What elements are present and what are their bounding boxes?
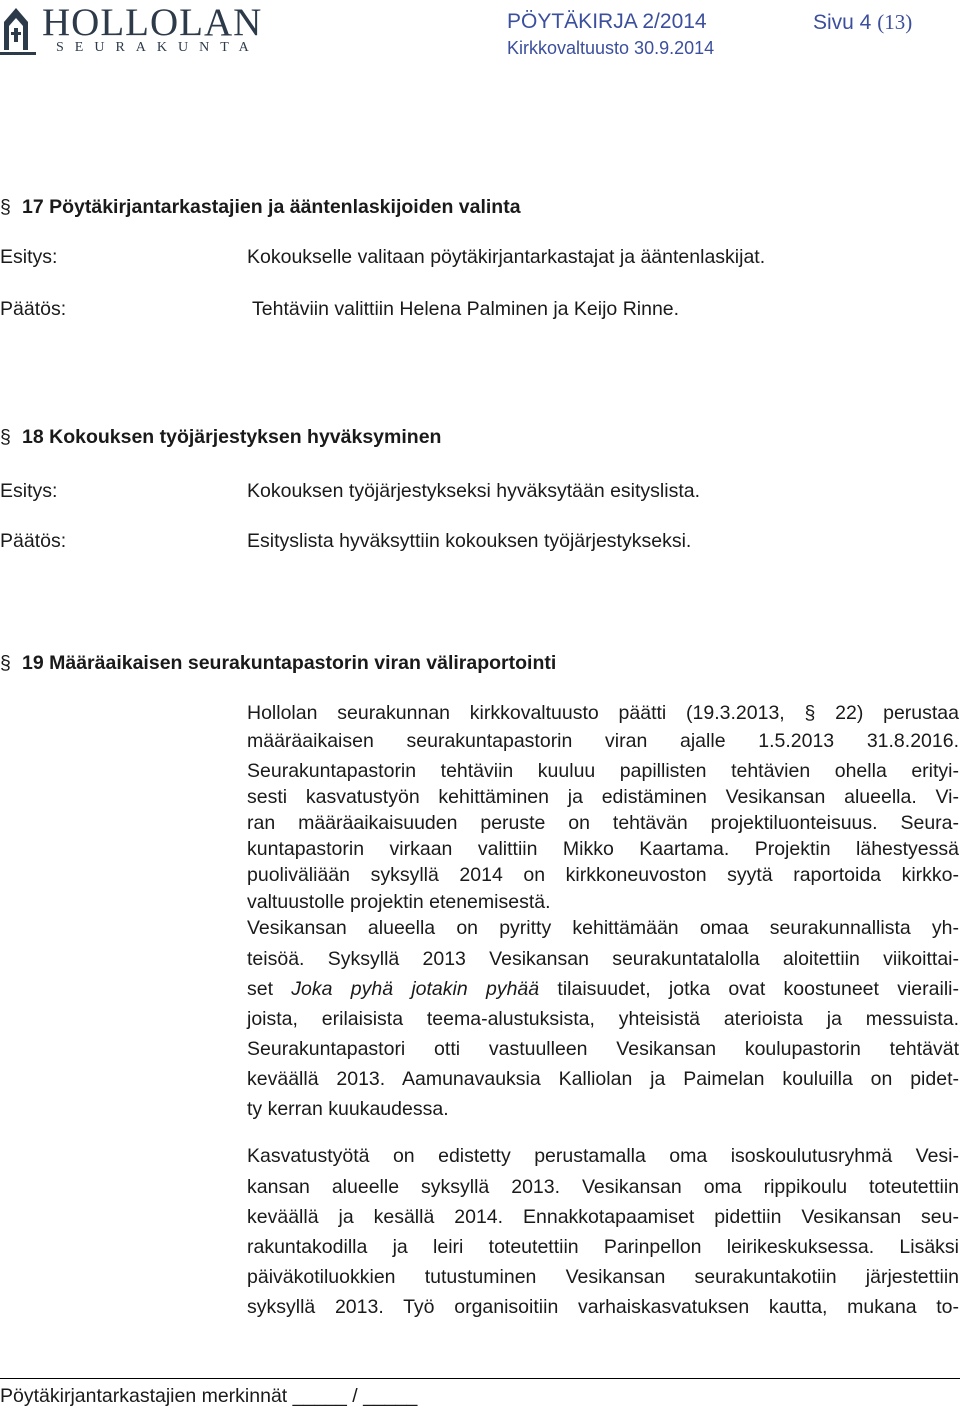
decision-label: Päätös:	[0, 530, 67, 552]
text-line: ty kerran kuukaudessa.	[247, 1098, 449, 1120]
report-paragraph-1	[247, 702, 959, 1128]
decision-text: Tehtäviin valittiin Helena Palminen ja Keijo Rinne.	[252, 298, 680, 320]
text-line: teisöä. Syksyllä 2013 Vesikansan seurakuntatalolla aloitettiin viikoittai-	[247, 948, 959, 970]
text-line: määräaikaisen seurakuntapastorin viran ajalle 1.5.2013 31.8.2016.	[247, 730, 959, 752]
page-number	[813, 10, 912, 35]
text-line: kansan alueelle syksyllä 2013. Vesikansan oma rippikoulu toteutettiin	[247, 1176, 959, 1198]
decision-text: Esityslista hyväksyttiin kokouksen työjärjestykseksi.	[247, 530, 692, 552]
section-sign-icon: §	[0, 426, 11, 448]
text-line: rakuntakodilla ja leiri toteutettiin Parinpellon leirikeskuksessa. Lisäksi	[247, 1236, 959, 1258]
proposal-label: Esitys:	[0, 480, 58, 502]
text-line: joista, erilaisista teema-alustuksista, yhteisistä aterioista ja messuista.	[247, 1008, 959, 1030]
text-line: puoliväliään syksyllä 2014 on kirkkoneuvoston syytä raportoida kirkko-	[247, 864, 959, 886]
proposal-text: Kokouksen työjärjestykseksi hyväksytään esityslista.	[247, 480, 701, 502]
section-19-title: § 19 Määräaikaisen seurakuntapastorin viran väliraportointi	[0, 652, 557, 674]
footer-divider	[0, 1378, 960, 1379]
text-line: Seurakuntapastori otti vastuulleen Vesikansan koulupastorin tehtävät	[247, 1038, 959, 1060]
text-line: Hollolan seurakunnan kirkkovaltuusto päätti (19.3.2013, § 22) perustaa	[247, 702, 959, 724]
text-line: päiväkotiluokkien tutustuminen Vesikansan seurakuntakotiin järjestettiin	[247, 1266, 959, 1288]
text-line: Vesikansan alueella on pyritty kehittämään omaa seurakunnallista yh-	[247, 917, 959, 939]
section-sign-icon: §	[0, 652, 11, 674]
page-count: (13)	[877, 10, 913, 34]
section-18-title: § 18 Kokouksen työjärjestyksen hyväksyminen	[0, 426, 442, 448]
text-line: ran määräaikaisuuden peruste on tehtävän projektiluonteisuus. Seura-	[247, 812, 959, 834]
page-label: Sivu 4	[813, 11, 872, 34]
section-sign-icon: §	[0, 196, 11, 218]
logo-name: HOLLOLAN	[42, 1, 263, 44]
proposal-text: Kokoukselle valitaan pöytäkirjantarkastajat ja ääntenlaskijat.	[247, 246, 766, 268]
text-line: syksyllä 2013. Työ organisoitiin varhaiskasvatuksen kautta, mukana to-	[247, 1296, 959, 1318]
text-line: set Joka pyhä jotakin pyhää tilaisuudet, jotka ovat koostuneet vieraili-	[247, 978, 959, 1000]
text-line: kuntapastorin virkaan valittiin Mikko Kaartama. Projektin lähestyessä	[247, 838, 959, 860]
footer-inspector-initials: Pöytäkirjantarkastajien merkinnät _____ / _____	[0, 1385, 418, 1407]
text-line: sesti kasvatustyön kehittäminen ja edistäminen Vesikansan alueella. Vi-	[247, 786, 959, 808]
text-line: keväällä 2013. Aamunavauksia Kalliolan ja Paimelan kouluilla on pidet-	[247, 1068, 959, 1090]
meeting-date: Kirkkovaltuusto 30.9.2014	[507, 38, 715, 58]
text-line: valtuustolle projektin etenemisestä.	[247, 891, 551, 913]
decision-label: Päätös:	[0, 298, 67, 320]
report-paragraph-2	[247, 1145, 959, 1326]
text-line: Seurakuntapastorin tehtäviin kuuluu papillisten tehtävien ohella erityi-	[247, 760, 959, 782]
document-title: PÖYTÄKIRJA 2/2014	[507, 10, 707, 33]
proposal-label: Esitys:	[0, 246, 58, 268]
parish-logo	[0, 0, 300, 60]
text-line: Kasvatustyötä on edistetty perustamalla oma isoskoulutusryhmä Vesi-	[247, 1145, 959, 1167]
church-emblem-icon	[0, 0, 40, 58]
section-17-title: § 17 Pöytäkirjantarkastajien ja ääntenlaskijoiden valinta	[0, 196, 521, 218]
text-line: keväällä ja kesällä 2014. Ennakkotapaamiset pidettiin Vesikansan seu-	[247, 1206, 959, 1228]
logo-subtitle: SEURAKUNTA	[56, 40, 260, 55]
